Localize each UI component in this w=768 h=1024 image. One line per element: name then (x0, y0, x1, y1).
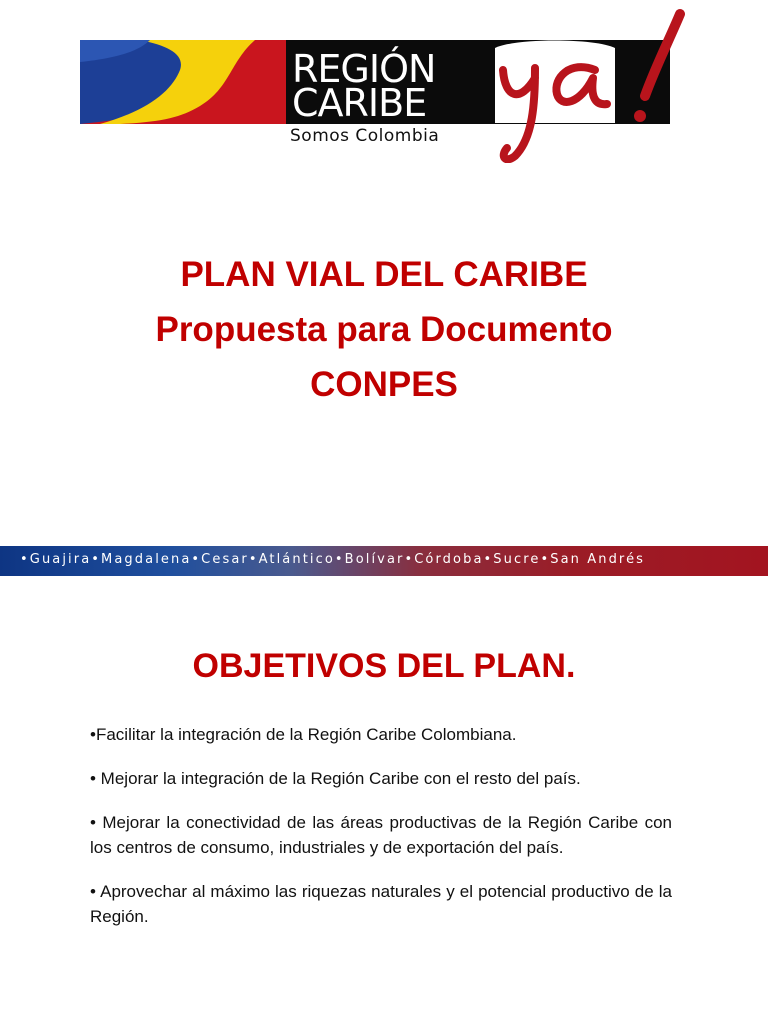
logo-ya-script (475, 8, 700, 163)
title-line-3: CONPES (310, 365, 458, 404)
objective-item: • Mejorar la integración de la Región Caribe con el resto del país. (90, 769, 581, 788)
logo-text-caribe: CARIBE (292, 81, 427, 125)
departments-banner (0, 546, 768, 576)
objective-item: •Facilitar la integración de la Región Caribe Colombiana. (90, 725, 517, 744)
logo-tagline: Somos Colombia (290, 126, 440, 146)
objectives-list (90, 722, 672, 948)
colombia-flag-graphic (80, 40, 288, 124)
logo-text-region: REGIÓN (292, 47, 436, 91)
region-caribe-logo (80, 8, 692, 163)
title-line-1: PLAN VIAL DEL CARIBE (180, 255, 588, 294)
presentation-title (0, 247, 768, 412)
objective-item: • Mejorar la conectividad de las áreas productivas de la Región Caribe con los centros de consumo, industriales y de exportación del país. (90, 813, 672, 857)
objectives-heading: OBJETIVOS DEL PLAN. (192, 647, 576, 685)
departments-list: •Guajira•Magdalena•Cesar•Atlántico•Bolívar•Córdoba•Sucre•San Andrés (20, 552, 646, 567)
title-line-2: Propuesta para Documento (155, 310, 613, 349)
objective-item: • Aprovechar al máximo las riquezas naturales y el potencial productivo de la Región. (90, 882, 672, 926)
